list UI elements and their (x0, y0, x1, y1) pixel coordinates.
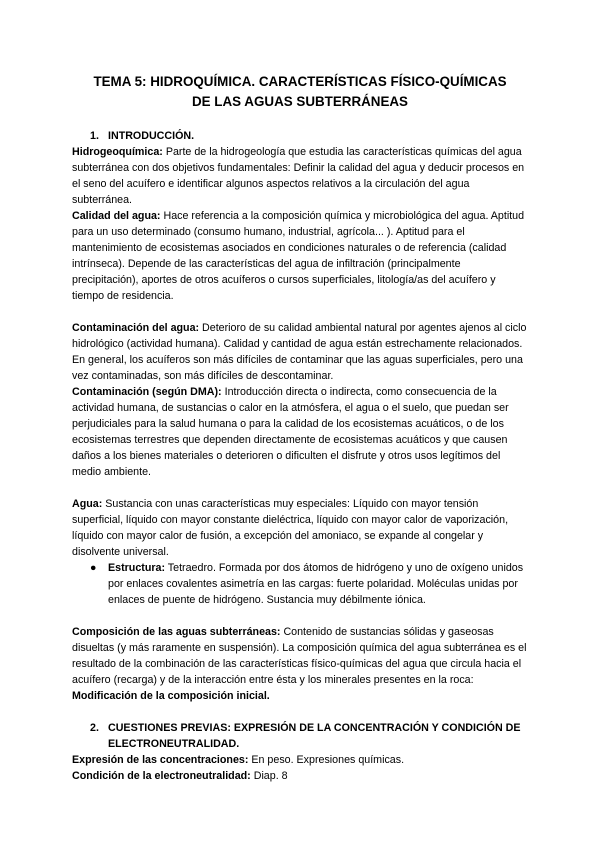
term-calidad: Calidad del agua: (72, 210, 161, 222)
paragraph-hidrogeoquimica (72, 144, 528, 208)
text-condicion: Diap. 8 (250, 770, 288, 782)
term-expresion: Expresión de las concentraciones: (72, 754, 249, 766)
text-expresion: En peso. Expresiones químicas. (248, 754, 405, 766)
term-contaminacion-dma: Contaminación (según DMA): (72, 386, 222, 398)
term-estructura: Estructura: (108, 562, 166, 574)
section-1-title: INTRODUCCIÓN. (108, 130, 195, 142)
spacer (72, 608, 528, 624)
spacer (72, 304, 528, 320)
title-line-2: DE LAS AGUAS SUBTERRÁNEAS (191, 94, 408, 109)
paragraph-condicion (72, 768, 528, 784)
term-contaminacion: Contaminación del agua: (72, 322, 200, 334)
bullet-estructura-text (108, 560, 528, 608)
spacer (72, 704, 528, 720)
text-calidad: Hace referencia a la composición química y microbiológica del agua. Aptitud para un uso determinado (consumo humano, industrial, agrícola... ). Aptitud para el mantenimiento de ecosistemas asociados en condiciones naturales o de referencia (calidad intrínseca). Depende de las características del agua de infiltración (principalmente precipitación), aportes de otros acuíferos o cursos superficiales, litología/as del acuífero y tiempo de residencia. (72, 210, 525, 302)
term-hidrogeoquimica: Hidrogeoquímica: (72, 146, 163, 158)
section-2-number: 2. (90, 722, 99, 734)
text-composicion: Contenido de sustancias sólidas y gaseosas disueltas (y más raramente en suspensión). La composición química del agua subterránea es el resultado de la combinación de las características físico-químicas del agua que circula hacia el acuífero (recarga) y de la interacción entre ésta y los minerales presentes en la roca: (72, 626, 527, 686)
text-estructura: Tetraedro. Formada por dos átomos de hidrógeno y uno de oxígeno unidos por enlaces covalentes asimetría en las cargas: fuerte polaridad. Moléculas unidas por enlaces de puente de hidrógeno. Sustancia muy débilmente iónica. (108, 562, 524, 606)
title-line-1: TEMA 5: HIDROQUÍMICA. CARACTERÍSTICAS FÍSICO-QUÍMICAS (93, 74, 507, 89)
text-contaminacion-dma: Introducción directa o indirecta, como consecuencia de la actividad humana, de sustancias o calor en la atmósfera, el agua o el suelo, que puedan ser perjudiciales para la salud humana o para la calidad de los ecosistemas acuáticos, o de los ecosistemas terrestres que dependen directamente de ecosistemas acuáticos y que causen daños a los bienes materiales o deterioren o dificulten el disfrute y otros usos legítimos del medio ambiente. (72, 386, 509, 478)
paragraph-contaminacion (72, 320, 528, 384)
page-title (72, 72, 528, 112)
bullet-estructura (72, 560, 528, 608)
term-agua: Agua: (72, 498, 103, 510)
paragraph-expresion (72, 752, 528, 768)
paragraph-contaminacion-dma (72, 384, 528, 480)
text-contaminacion: Deterioro de su calidad ambiental natural por agentes ajenos al ciclo hidrológico (actividad humana). Calidad y cantidad de agua están estrechamente relacionados. En general, los acuíferos son más difíciles de contaminar que las aguas superficiales, pero una vez contaminadas, son más difíciles de descontaminar. (72, 322, 527, 382)
text-agua: Sustancia con unas características muy especiales: Líquido con mayor tensión superficial, líquido con mayor constante dieléctrica, líquido con mayor calor de vaporización, líquido con mayor calor de fusión, a excepción del amoniaco, se expande al congelar y disolvente universal. (72, 498, 509, 558)
paragraph-calidad (72, 208, 528, 304)
section-2-title: CUESTIONES PREVIAS: EXPRESIÓN DE LA CONCENTRACIÓN Y CONDICIÓN DE ELECTRONEUTRALIDAD. (108, 722, 521, 750)
paragraph-agua (72, 496, 528, 560)
paragraph-composicion (72, 624, 528, 704)
term-composicion: Composición de las aguas subterráneas: (72, 626, 281, 638)
section-1-number: 1. (90, 130, 99, 142)
text-hidrogeoquimica: Parte de la hidrogeología que estudia las características químicas del agua subterránea con dos objetivos fundamentales: Definir la calidad del agua y deducir procesos en el seno del acuífero e identificar algunos aspectos relativos a la circulación del agua subterránea. (72, 146, 525, 206)
section-1-heading (72, 128, 528, 144)
term-condicion: Condición de la electroneutralidad: (72, 770, 251, 782)
spacer (72, 480, 528, 496)
composicion-conclusion: Modificación de la composición inicial. (72, 690, 270, 702)
bullet-icon: ● (90, 562, 97, 574)
section-2-heading (72, 720, 528, 752)
